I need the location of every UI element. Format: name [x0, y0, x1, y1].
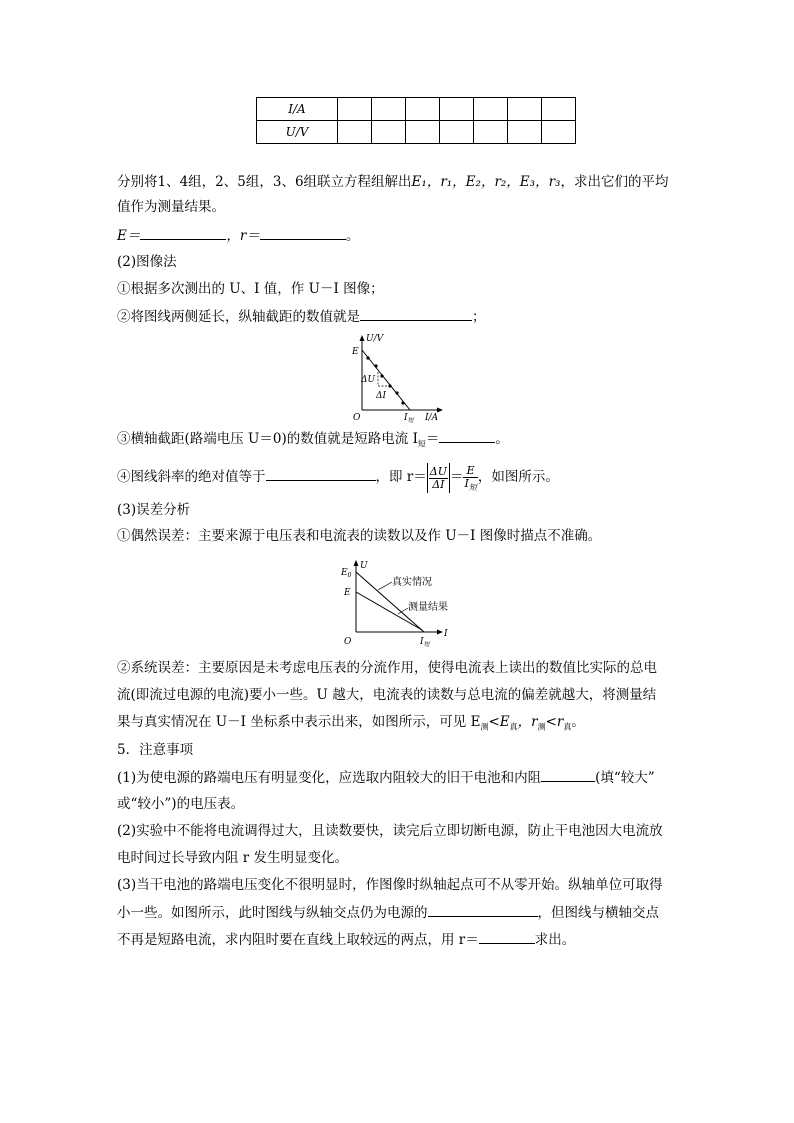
paragraph-line: ②系统误差：主要原因是未考虑电压表的分流作用，使得电流表上读出的数值比实际的总电: [117, 660, 657, 676]
paragraph-line: ④图线斜率的绝对值等于 ，即 r＝ $\frac{\Delta U}{\Delta I}$ ＝ $\frac{E}{I_短}$ ，如图所示。: [117, 464, 559, 493]
data-point: [395, 391, 398, 394]
section-heading: 5．注意事项: [117, 742, 194, 758]
table-cell: [474, 121, 508, 144]
leader-line: [378, 582, 392, 590]
paragraph-line: 电时间过长导致内阻 r 发生明显变化。: [117, 850, 349, 866]
y-axis-label: U: [360, 561, 368, 571]
table-cell: [474, 98, 508, 121]
paragraph-line: (1)为使电源的路端电压有明显变化，应选取内阻较大的旧干电池和内阻 (填“较大”: [117, 767, 655, 788]
answer-line: E＝ ，r＝ 。: [117, 225, 359, 246]
paragraph-line: ①根据多次测出的 U、I 值，作 U－I 图像；: [117, 281, 384, 297]
delta-u-label: ΔU: [361, 375, 376, 385]
answer-blank-short-current[interactable]: [439, 428, 495, 443]
paragraph-line: 流(即流过电源的电流)要小一些。U 越大，电流表的读数与总电流的偏差就越大，将测量结: [117, 687, 657, 703]
data-point: [374, 364, 377, 367]
answer-blank-r[interactable]: [260, 225, 346, 240]
measured-result-label: 测量结果: [408, 602, 448, 613]
ui-graph-1: [340, 332, 450, 424]
table-cell: [440, 121, 474, 144]
table-row: [257, 98, 576, 121]
paragraph-line: (3)当干电池的路端电压变化不很明显时，作图像时纵轴起点可不从零开始。纵轴单位可取得: [117, 877, 663, 893]
error-graph: [336, 556, 466, 648]
paragraph-line: 小一些。如图所示，此时图线与纵轴交点仍为电源的 ，但图线与横轴交点: [117, 902, 659, 923]
table-cell: [406, 121, 440, 144]
origin-label: O: [353, 413, 361, 423]
table-cell: [406, 98, 440, 121]
x-intercept-label: $I_短$: [420, 637, 430, 648]
table-cell: [372, 121, 406, 144]
table-cell: [338, 98, 372, 121]
x-axis-arrow: [437, 630, 443, 635]
answer-blank-intercept[interactable]: [360, 306, 472, 321]
answer-blank-emf[interactable]: [428, 902, 538, 917]
table-cell: [508, 98, 542, 121]
y-axis-arrow: [354, 560, 359, 566]
paragraph-line: 分别将1、4组，2、5组，3、6组联立方程组解出E₁，r₁，E₂，r₂，E₃，r₃，求出它们的平均: [117, 174, 669, 190]
e0-label: $E_0$: [341, 568, 352, 579]
fraction-e-i: $\frac{E}{I_短}$: [464, 464, 477, 493]
table-cell: [440, 98, 474, 121]
x-axis-arrow: [437, 408, 443, 413]
data-point: [380, 374, 383, 377]
paragraph-line: 或“较小”)的电压表。: [117, 796, 245, 812]
y-axis-arrow: [360, 335, 365, 341]
section-heading: (2)图像法: [117, 254, 177, 270]
origin-label: O: [344, 637, 352, 647]
delta-i-label: ΔI: [376, 391, 387, 401]
fraction-du-di: $\frac{\Delta U}{\Delta I}$: [429, 464, 447, 491]
answer-blank-slope[interactable]: [266, 466, 376, 481]
e-label: E: [344, 588, 351, 598]
table-cell: [338, 121, 372, 144]
row-label-current: I/A: [257, 98, 338, 121]
y-intercept-label: E: [352, 347, 359, 357]
paragraph-line: (2)实验中不能将电流调得过大，且读数要快，读完后立即切断电源，防止干电池因大电流放: [117, 823, 663, 839]
section-heading: (3)误差分析: [117, 502, 191, 518]
paragraph-line: 果与真实情况在 U－I 坐标系中表示出来，如图所示，可见 $E_测<E_真$，$r_测<r_真$。: [117, 714, 585, 732]
data-point: [366, 356, 369, 359]
absolute-value: [427, 463, 450, 493]
table-cell: [508, 121, 542, 144]
true-case-label: 真实情况: [392, 577, 432, 588]
data-point: [401, 401, 404, 404]
paragraph-line: 值作为测量结果。: [117, 199, 225, 215]
paragraph-line: 不再是短路电流，求内阻时要在直线上取较远的两点，用 r＝ 求出。: [117, 929, 575, 950]
x-axis-label: I: [444, 629, 448, 639]
paragraph-line: ③横轴截距(路端电压 U＝0)的数值就是短路电流 $I_短=$ 。: [117, 428, 509, 449]
table-row: [257, 121, 576, 144]
paragraph-line: ②将图线两侧延长，纵轴截距的数值就是 ；: [117, 306, 486, 327]
x-axis-label: I/A: [425, 413, 439, 423]
paragraph-line: ①偶然误差：主要来源于电压表和电流表的读数以及作 U－I 图像时描点不准确。: [117, 528, 602, 544]
table-cell: [542, 98, 576, 121]
table-cell: [542, 121, 576, 144]
y-axis-label: U/V: [366, 334, 384, 344]
table-cell: [372, 98, 406, 121]
x-intercept-label: $I_短$: [404, 413, 414, 424]
row-label-voltage: U/V: [257, 121, 338, 144]
answer-blank-e[interactable]: [140, 225, 226, 240]
answer-blank-voltmeter[interactable]: [541, 767, 595, 782]
data-table: [256, 97, 576, 144]
answer-blank-formula[interactable]: [479, 929, 535, 944]
